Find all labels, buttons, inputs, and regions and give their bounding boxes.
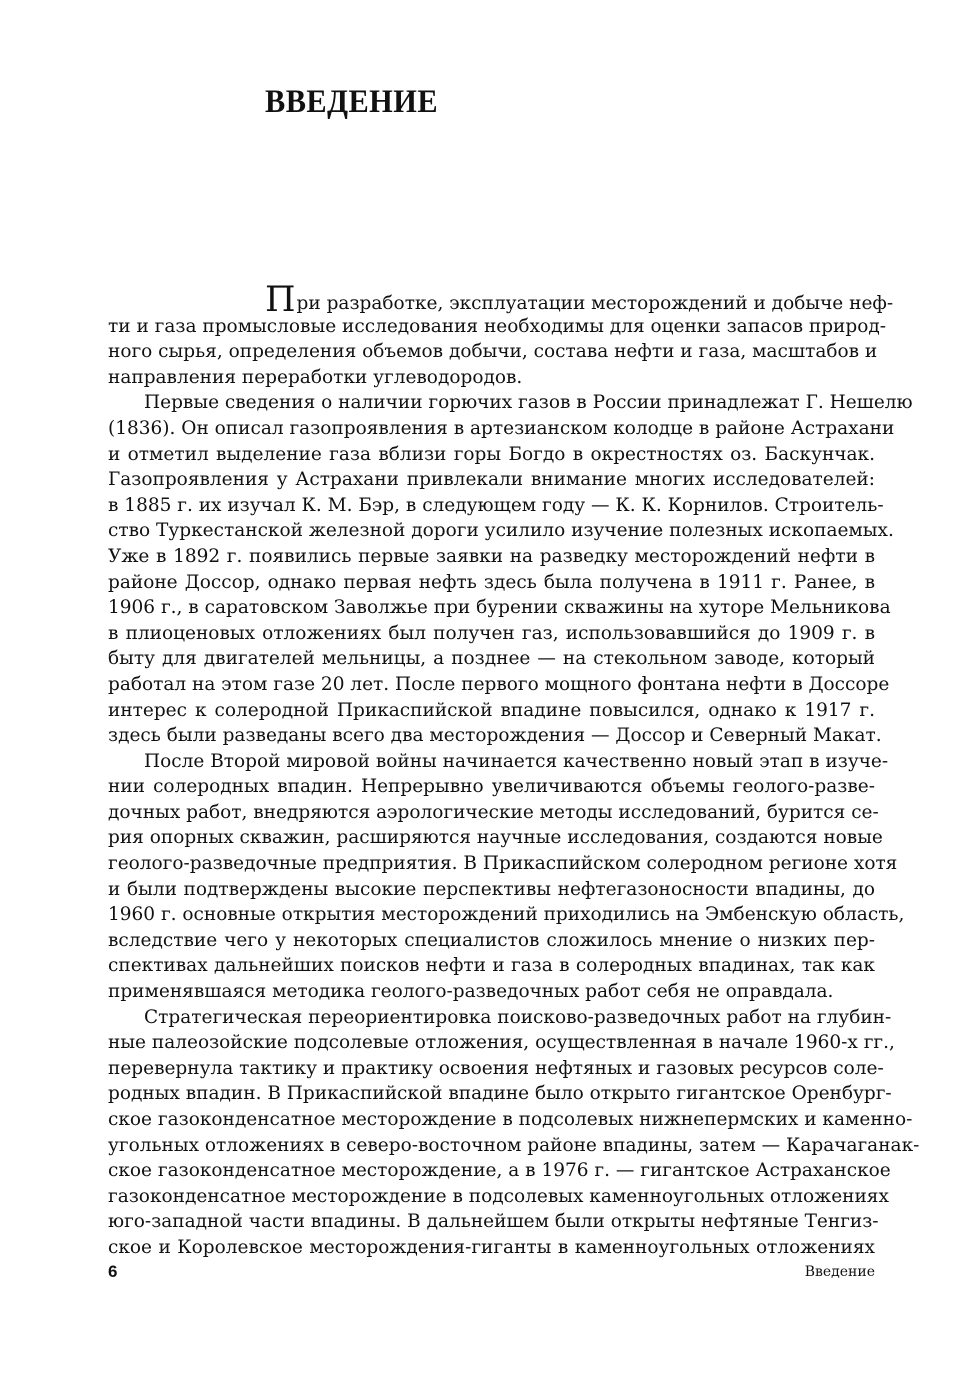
text-line: Стратегическая переориентировка поисково-разведочных работ на глубин-	[144, 1006, 892, 1028]
text-line: 1960 г. основные открытия месторождений приходились на Эмбенскую область,	[108, 904, 905, 926]
text-line: рия опорных скважин, расширяются научные исследования, создаются новые	[108, 827, 883, 849]
text-line: и отметил выделение газа вблизи горы Богдо в окрестностях оз. Баскунчак.	[108, 443, 875, 465]
text-line: угольных отложениях в северо-восточном районе впадины, затем — Карачаганак-	[108, 1134, 920, 1156]
running-head: Введение	[804, 1264, 875, 1280]
text-line: интерес к солеродной Прикаспийской впадине повысился, однако к 1917 г.	[108, 699, 875, 721]
text-line: 1906 г., в саратовском Заволжье при бурении скважины на хуторе Мельникова	[108, 597, 891, 619]
text-line: Первые сведения о наличии горючих газов в России принадлежат Г. Нешелю	[144, 392, 913, 414]
text-line: Уже в 1892 г. появились первые заявки на разведку месторождений нефти в	[108, 545, 875, 567]
page-footer	[108, 1262, 875, 1286]
text-line: в плиоценовых отложениях был получен газ, использовавшийся до 1909 г. в	[108, 622, 875, 644]
text-line: перевернула тактику и практику освоения нефтяных и газовых ресурсов соле-	[108, 1057, 884, 1079]
text-line: применявшаяся методика геолого-разведочных работ себя не оправдала.	[108, 981, 834, 1003]
text-line: родных впадин. В Прикаспийской впадине было открыто гигантское Оренбург-	[108, 1083, 892, 1105]
text-line: вследствие чего у некоторых специалистов сложилось мнение о низких пер-	[108, 929, 875, 951]
text-line: ское газоконденсатное месторождение в подсолевых нижнепермских и каменно-	[108, 1109, 913, 1130]
text-line: в 1885 г. их изучал К. М. Бэр, в следующем году — К. К. Корнилов. Строитель-	[108, 494, 884, 516]
text-line: ного сырья, определения объемов добычи, состава нефти и газа, масштабов и	[108, 341, 878, 363]
text-line: После Второй мировой войны начинается качественно новый этап в изуче-	[144, 750, 889, 772]
text-line: и были подтверждены высокие перспективы нефтегазоносности впадины, до	[108, 878, 875, 900]
text-line: ское газоконденсатное месторождение, а в 1976 г. — гигантское Астраханское	[108, 1160, 891, 1182]
text-line: работал на этом газе 20 лет. После первого мощного фонтана нефти в Доссоре	[108, 673, 890, 695]
page-number: 6	[108, 1262, 118, 1281]
text-line: При разработке, эксплуатации месторождений и добыче неф-	[265, 280, 894, 320]
text-line: юго-западной части впадины. В дальнейшем были открыты нефтяные Тенгиз-	[108, 1211, 879, 1233]
text-line: районе Доссор, однако первая нефть здесь была получена в 1911 г. Ранее, в	[108, 571, 875, 593]
text-line: Газопроявления у Астрахани привлекали внимание многих исследователей:	[108, 469, 875, 491]
text-line: ные палеозойские подсолевые отложения, осуществленная в начале 1960-х гг.,	[108, 1032, 895, 1054]
drop-cap: П	[265, 280, 296, 320]
text-line: дочных работ, внедряются аэрологические методы исследований, бурится се-	[108, 801, 879, 823]
text-line: ти и газа промысловые исследования необходимы для оценки запасов природ-	[108, 315, 886, 337]
text-line: ское и Королевское месторождения-гиганты в каменноугольных отложениях	[108, 1236, 875, 1258]
text-line: ство Туркестанской железной дороги усилило изучение полезных ископаемых.	[108, 520, 894, 542]
text-line: геолого-разведочные предприятия. В Прикаспийском солеродном регионе хотя	[108, 853, 898, 875]
text-line: (1836). Он описал газопроявления в артезианском колодце в районе Астрахани	[108, 417, 895, 439]
text-line: направления переработки углеводородов.	[108, 366, 523, 388]
text-line: нии солеродных впадин. Непрерывно увеличиваются объемы геолого-разве-	[108, 776, 875, 798]
page-title: ВВЕДЕНИЕ	[265, 84, 439, 120]
text-line: спективах дальнейших поисков нефти и газа в солеродных впадинах, так как	[108, 955, 875, 977]
text-line: газоконденсатное месторождение в подсолевых каменноугольных отложениях	[108, 1185, 889, 1207]
text-line: здесь были разведаны всего два месторождения — Доссор и Северный Макат.	[108, 725, 882, 747]
text-line: быту для двигателей мельницы, а позднее — на стекольном заводе, который	[108, 648, 875, 670]
body-text	[108, 280, 920, 1261]
